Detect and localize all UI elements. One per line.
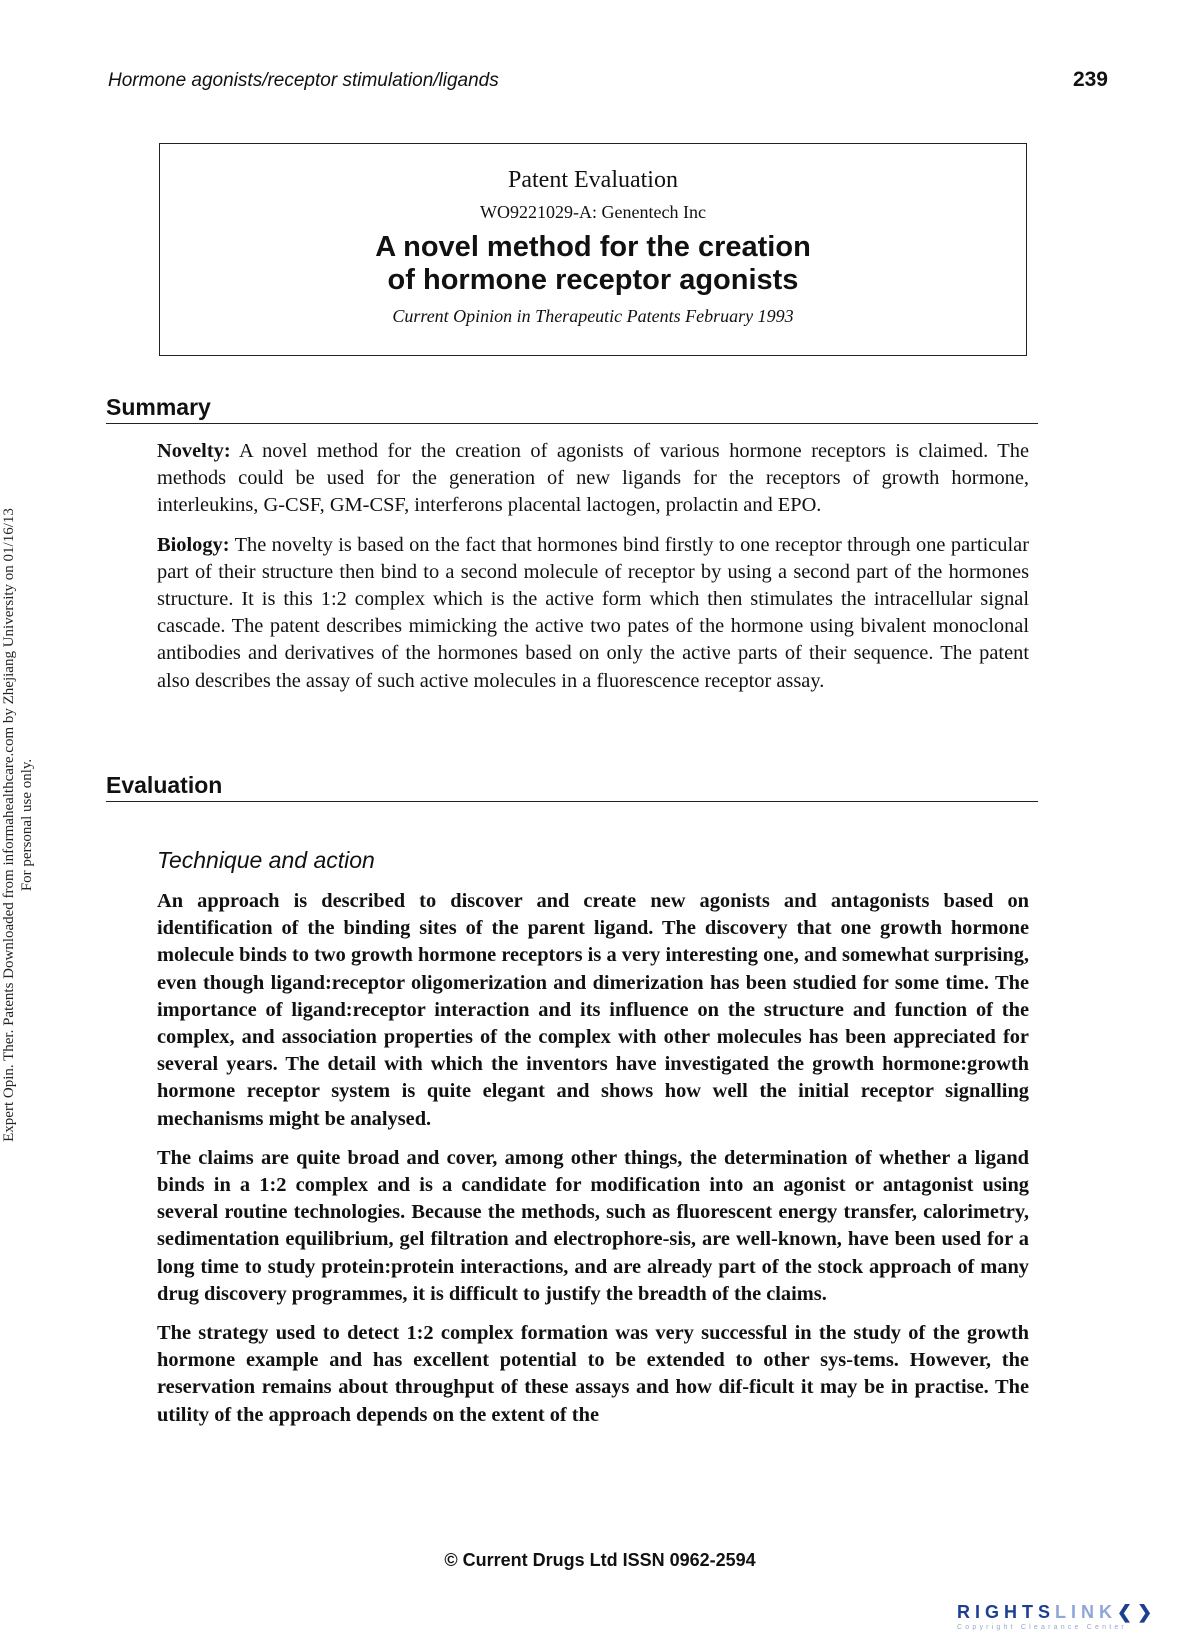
download-notice-line2: For personal use only. (19, 758, 35, 892)
rightslink-tagline: Copyright Clearance Center (957, 1624, 1127, 1631)
article-title-line1: A novel method for the creation (375, 231, 811, 263)
evaluation-paragraph: The claims are quite broad and cover, among other things, the determination of whether a ligand binds in a 1:2 complex and is a candidate for modification into an agonist or antagonist using several routine technologies. Because the methods, such as fluorescent energy transfer, calorimetry, sedimentation equilibrium, gel filtration and electrophore-sis, are well-known, have been used for a long time to study protein:protein interactions, and are already part of the stock approach of many drug discovery programmes, it is difficult to justify the breadth of the claims. (157, 1146, 1029, 1305)
rightslink-arrow-icon: ❮❯ (1117, 1602, 1158, 1622)
evaluation-paragraph: An approach is described to discover and create new agonists and antagonists based on identification of the binding sites of the parent ligand. The discovery that one growth hormone molecule binds to two growth hormone receptors is a very interesting one, and somewhat surprising, even though ligand:receptor oligomerization and dimerization has been studied for some time. The importance of ligand:receptor interaction and its influence on the structure and function of the complex, and association properties of the complex with other molecules has been appreciated for several years. The detail with which the inventors have investigated the growth hormone:growth hormone receptor system is quite elegant and shows how well the initial receptor signalling mechanisms might be analysed. (157, 890, 1029, 1130)
download-notice (0, 465, 46, 1185)
biology-paragraph (157, 532, 1029, 695)
rightslink-wordmark (957, 1602, 1167, 1623)
summary-heading: Summary (106, 394, 1038, 424)
page-number: 239 (1072, 68, 1108, 91)
biology-text: The novelty is based on the fact that hormones bind firstly to one receptor through one particular part of their structure then bind to a second molecule of receptor by using a second part of the hormones structure. It is this 1:2 complex which is the active form which then stimulates the intracellular signal cascade. The patent describes mimicking the active two pates of the hormone using bivalent monoclonal antibodies and derivatives of the hormones based on only the active parts of their sequence. The patent also describes the assay of such active molecules in a fluorescence receptor assay. (157, 533, 1029, 692)
technique-subheading: Technique and action (157, 847, 375, 873)
running-head (108, 70, 1108, 100)
novelty-term: Novelty: (157, 440, 231, 462)
evaluation-paragraph: The strategy used to detect 1:2 complex formation was very successful in the study of the growth hormone example and has excellent potential to be extended to other sys-tems. However, the reservation remains about throughput of these assays and how dif-ficult it may be in practise. The utility of the approach depends on the extent of the (157, 1322, 1029, 1426)
novelty-text: A novel method for the creation of agonists of various hormone receptors is claimed. The methods could be used for the generation of new ligands for the receptors of growth hormone, interleukins, G-CSF, GM-CSF, interferons placental lactogen, prolactin and EPO. (157, 440, 1029, 517)
biology-term: Biology: (157, 533, 230, 556)
footer-copyright: © Current Drugs Ltd ISSN 0962-2594 (444, 1550, 756, 1570)
journal-source: Current Opinion in Therapeutic Patents February 1993 (392, 306, 794, 326)
article-title-line2: of hormone receptor agonists (387, 264, 799, 296)
running-title: Hormone agonists/receptor stimulation/ligands (108, 70, 499, 91)
article-title (160, 231, 1026, 297)
rightslink-logo[interactable] (957, 1602, 1167, 1642)
novelty-paragraph (157, 438, 1029, 520)
summary-body (157, 438, 1029, 707)
patent-number: WO9221029-A: Genentech Inc (480, 202, 706, 222)
rightslink-dark: RIGHTS (957, 1602, 1056, 1622)
download-notice-line1: Expert Opin. Ther. Patents Downloaded from informahealthcare.com by Zhejiang University on 01/16/13 (1, 508, 17, 1142)
evaluation-body (157, 888, 1029, 1441)
evaluation-heading: Evaluation (106, 772, 1038, 802)
box-label: Patent Evaluation (508, 167, 678, 193)
patent-header-box (159, 143, 1027, 356)
rightslink-light: LINK (1055, 1602, 1118, 1622)
